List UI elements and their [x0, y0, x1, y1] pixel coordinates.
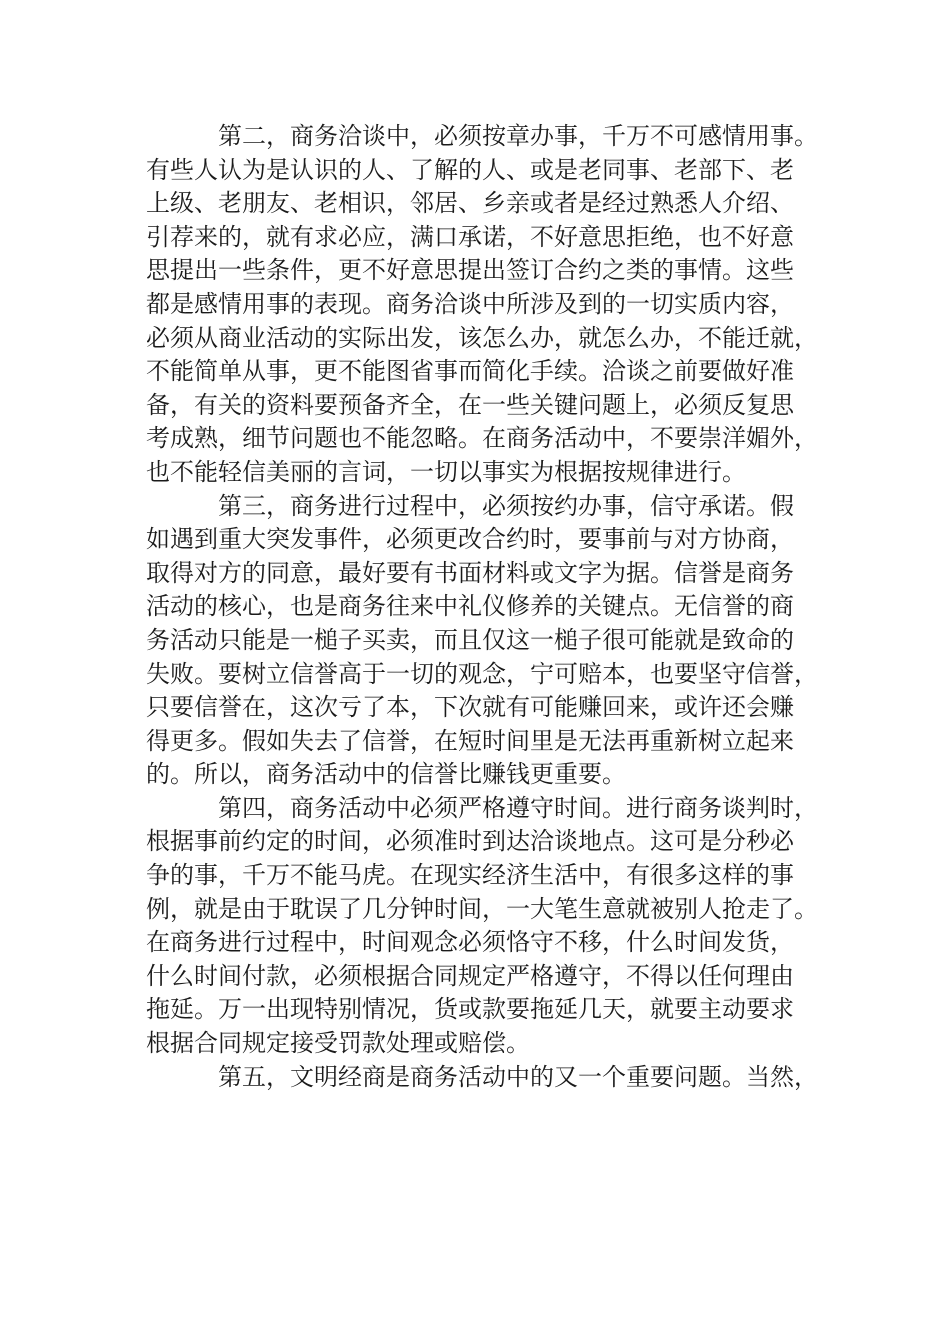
paragraph-line: 根据事前约定的时间，必须准时到达洽谈地点。这可是分秒必 [146, 827, 794, 856]
paragraph-line: 备，有关的资料要预备齐全，在一些关键问题上，必须反复思 [146, 390, 794, 419]
paragraph-line: 第三，商务进行过程中，必须按约办事，信守承诺。假 [218, 491, 794, 520]
paragraph-line: 考成熟，细节问题也不能忽略。在商务活动中，不要崇洋媚外， [146, 424, 818, 453]
paragraph-line: 失败。要树立信誉高于一切的观念，宁可赔本，也要坚守信誉， [146, 659, 818, 688]
paragraph-line: 都是感情用事的表现。商务洽谈中所涉及到的一切实质内容， [146, 289, 794, 318]
paragraph-line: 什么时间付款，必须根据合同规定严格遵守，不得以任何理由 [146, 961, 794, 990]
paragraph-line: 第五，文明经商是商务活动中的又一个重要问题。当然， [218, 1062, 818, 1091]
paragraph-line: 思提出一些条件，更不好意思提出签订合约之类的事情。这些 [146, 256, 794, 285]
paragraph-line: 有些人认为是认识的人、了解的人、或是老同事、老部下、老 [146, 155, 794, 184]
document-body [146, 120, 818, 1094]
paragraph-line: 上级、老朋友、老相识，邻居、乡亲或者是经过熟悉人介绍、 [146, 189, 794, 218]
paragraph-line: 不能简单从事，更不能图省事而简化手续。洽谈之前要做好准 [146, 357, 794, 386]
paragraph-line: 在商务进行过程中，时间观念必须恪守不移，什么时间发货， [146, 928, 794, 957]
paragraph-line: 拖延。万一出现特别情况，货或款要拖延几天，就要主动要求 [146, 995, 794, 1024]
paragraph-line: 必须从商业活动的实际出发，该怎么办，就怎么办，不能迁就， [146, 323, 818, 352]
paragraph-line: 也不能轻信美丽的言词，一切以事实为根据按规律进行。 [146, 457, 746, 486]
paragraph-5 [146, 1061, 818, 1095]
paragraph-line: 如遇到重大突发事件，必须更改合约时，要事前与对方协商， [146, 525, 794, 554]
paragraph-line: 务活动只能是一槌子买卖，而且仅这一槌子很可能就是致命的 [146, 625, 794, 654]
paragraph-line: 争的事，千万不能马虎。在现实经济生活中，有很多这样的事 [146, 861, 794, 890]
paragraph-line: 只要信誉在，这次亏了本，下次就有可能赚回来，或许还会赚 [146, 693, 794, 722]
paragraph-line: 根据合同规定接受罚款处理或赔偿。 [146, 1029, 530, 1058]
paragraph-line: 引荐来的，就有求必应，满口承诺，不好意思拒绝，也不好意 [146, 222, 794, 251]
paragraph-3 [146, 490, 818, 792]
paragraph-line: 取得对方的同意，最好要有书面材料或文字为据。信誉是商务 [146, 558, 794, 587]
paragraph-2 [146, 120, 818, 490]
paragraph-line: 得更多。假如失去了信誉，在短时间里是无法再重新树立起来 [146, 726, 794, 755]
paragraph-line: 的。所以，商务活动中的信誉比赚钱更重要。 [146, 760, 626, 789]
paragraph-4 [146, 792, 818, 1061]
paragraph-line: 第二，商务洽谈中，必须按章办事，千万不可感情用事。 [218, 122, 818, 150]
paragraph-line: 第四，商务活动中必须严格遵守时间。进行商务谈判时， [218, 793, 818, 822]
paragraph-line: 活动的核心，也是商务往来中礼仪修养的关键点。无信誉的商 [146, 592, 794, 621]
paragraph-line: 例，就是由于耽误了几分钟时间，一大笔生意就被别人抢走了。 [146, 894, 818, 923]
